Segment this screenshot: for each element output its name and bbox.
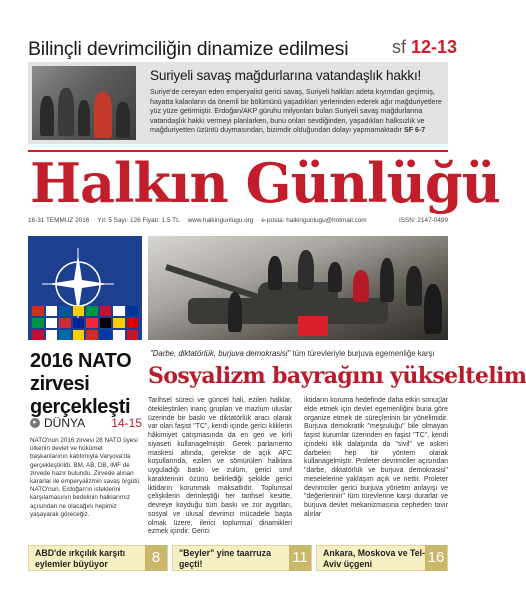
nato-story-title[interactable]: 2016 NATO zirvesi gerçekleşti	[30, 350, 132, 418]
teaser-page-number: 16	[425, 545, 447, 571]
kicker-quote: "Darbe, diktatörlük, burjuva demokrasisi"	[150, 349, 291, 358]
main-column-1: Tarihsel süreci ve güncel hali, ezilen halklar, ötekileştirilen inanç grupları ve mazlum uluslar üzerinde bir baskı ve diktatörlük aracı olarak var olan faşist "TC", kendi içinde gerici kliklerin hâkimiyet çatışmasında da en geri ve kirli siyaseti kullanagelmiştir. Gerek parlamento maskesi altında, gerekse de açık AFC koşullarında, ezilen ve sömürülen halklara uyguladığı baskı ve zulüm, gerici sınıf karakterinin özünü belirlediği şekilde gerici iktidarın korunmak maksatlıdır. Toplumsal çelişkilerin derinleştiği her tarihsel kesitte, devreye koyduğu tüm baskı ve zor aygıtları, sosyal ve ulusal devrimci mücadele başta olmak üzere, ilerici toplumsal dinamikleri ezmek içindir. Gerici	[148, 397, 292, 536]
teaser-page-number: 11	[289, 545, 311, 571]
teaser-text: Ankara, Moskova ve Tel- Aviv üçgeni	[323, 548, 426, 569]
feature-photo	[32, 66, 136, 140]
teaser-bar[interactable]	[316, 545, 448, 571]
world-section-pages: 14-15	[111, 416, 142, 430]
teaser-bar[interactable]	[172, 545, 312, 571]
feature-body: Suriye'de cereyan eden emperyalist gerici savaş, Suriyeli halkları adeta kıyımdan geçirmiş, hayatta kalanların da önemli bir bölümünü yaşadıkları yerlerinden ederek ağır mağduriyetlere yüz yüze getirmiştir. Erdoğan/AKP güruhu milyonları bulan Suriyeli savaş mağdurlarına vatandaşlık hakkı vermeyi planlarken, bunu onları sevdiğinden, yaşadıkları halksızlık ve mağduriyetten üzüntü duymasından, bizimdir olduğundan dolayı yapmamaktadır	[150, 88, 442, 135]
nato-story-body: NATO'nun 2016 zirvesi 28 NATO üyesi ülkenin devlet ve hükümet başkanlarının katılımıyla Varşova'da gerçekleştirildi. BM, AB, DB, IMF de zirvede hazır bulundu. Zirvede alınan kararlar ile emperyalizmin savaş örgütü NATO'nun, Erdoğan'ın isteklerini karşılamasının bedelinin halklarımız açısından ne olacağını hepimiz yaşayarak göreceğiz.	[30, 437, 140, 518]
teaser-text: "Beyler" yine taarruza geçti!	[179, 548, 271, 569]
top-page-ref[interactable]	[392, 37, 457, 58]
main-kicker	[150, 349, 448, 358]
masthead-info	[28, 217, 448, 224]
main-photo	[148, 236, 448, 340]
email-link[interactable]: e-posta: halkingunlugu@hotmail.com	[261, 217, 367, 224]
world-section-label: DÜNYA	[44, 416, 86, 430]
website-link[interactable]: www.halkingunlugu.org	[187, 217, 254, 224]
teaser-bar[interactable]	[28, 545, 168, 571]
teaser-text: ABD'de ırkçılık karşıtı eylemler büyüyor	[35, 548, 126, 569]
feature-page-ref[interactable]: SF 6-7	[403, 126, 426, 135]
top-ref-pages: 12-13	[411, 37, 458, 57]
chevron-right-icon: ▸	[30, 418, 40, 428]
nato-flags-image	[28, 236, 142, 340]
feature-text	[150, 88, 442, 136]
issn: ISSN: 2147-0499	[398, 217, 448, 224]
kicker-rest: tüm türevleriyle burjuva egemenliğe karşı	[292, 349, 435, 358]
issue-date: 16-31 TEMMUZ 2016	[28, 217, 90, 224]
top-headline[interactable]: Bilinçli devrimciliğin dinamize edilmesi	[28, 38, 349, 60]
main-column-2: iktidarın koruma hedefinde daha etkin sonuçlar elde etmek için devlet egemenliğini buna göre organize etmek de süreçlerinin bir yönelimidir. Burjuva demokratik "meşruluğu" bile olmayan faşist kurumlar üzerinden en faşist "TC", kendi içindeki klik dalaşında da "sivil" ve askeri darbeleri hep bir yöntem olarak kullanagelmiştir. Proleter devrimciler açısından "darbe, diktatörlük ve burjuva demokrasisi" meselelerine yaklaşım açık ve nettir. Proleter devrimciler gerici burjuva yönetim anlayışı ve "değerlerinin" tüm türevlerine karşı durarlar ve burjuva devlet mekanizmasına cepheden tavır alırlar	[304, 397, 448, 518]
main-headline[interactable]: Sosyalizm bayrağını yükseltelim	[148, 363, 526, 389]
masthead-title: Halkın Günlüğü	[30, 151, 500, 215]
feature-title[interactable]: Suriyeli savaş mağdurlarına vatandaşlık hakkı!	[150, 68, 422, 83]
world-section[interactable]	[30, 416, 142, 430]
issue-number: Yıl: 5 Sayı: 126 Fiyatı: 1.5 TL	[97, 217, 180, 224]
teaser-page-number: 8	[145, 545, 167, 571]
top-ref-prefix: sf	[392, 37, 407, 57]
